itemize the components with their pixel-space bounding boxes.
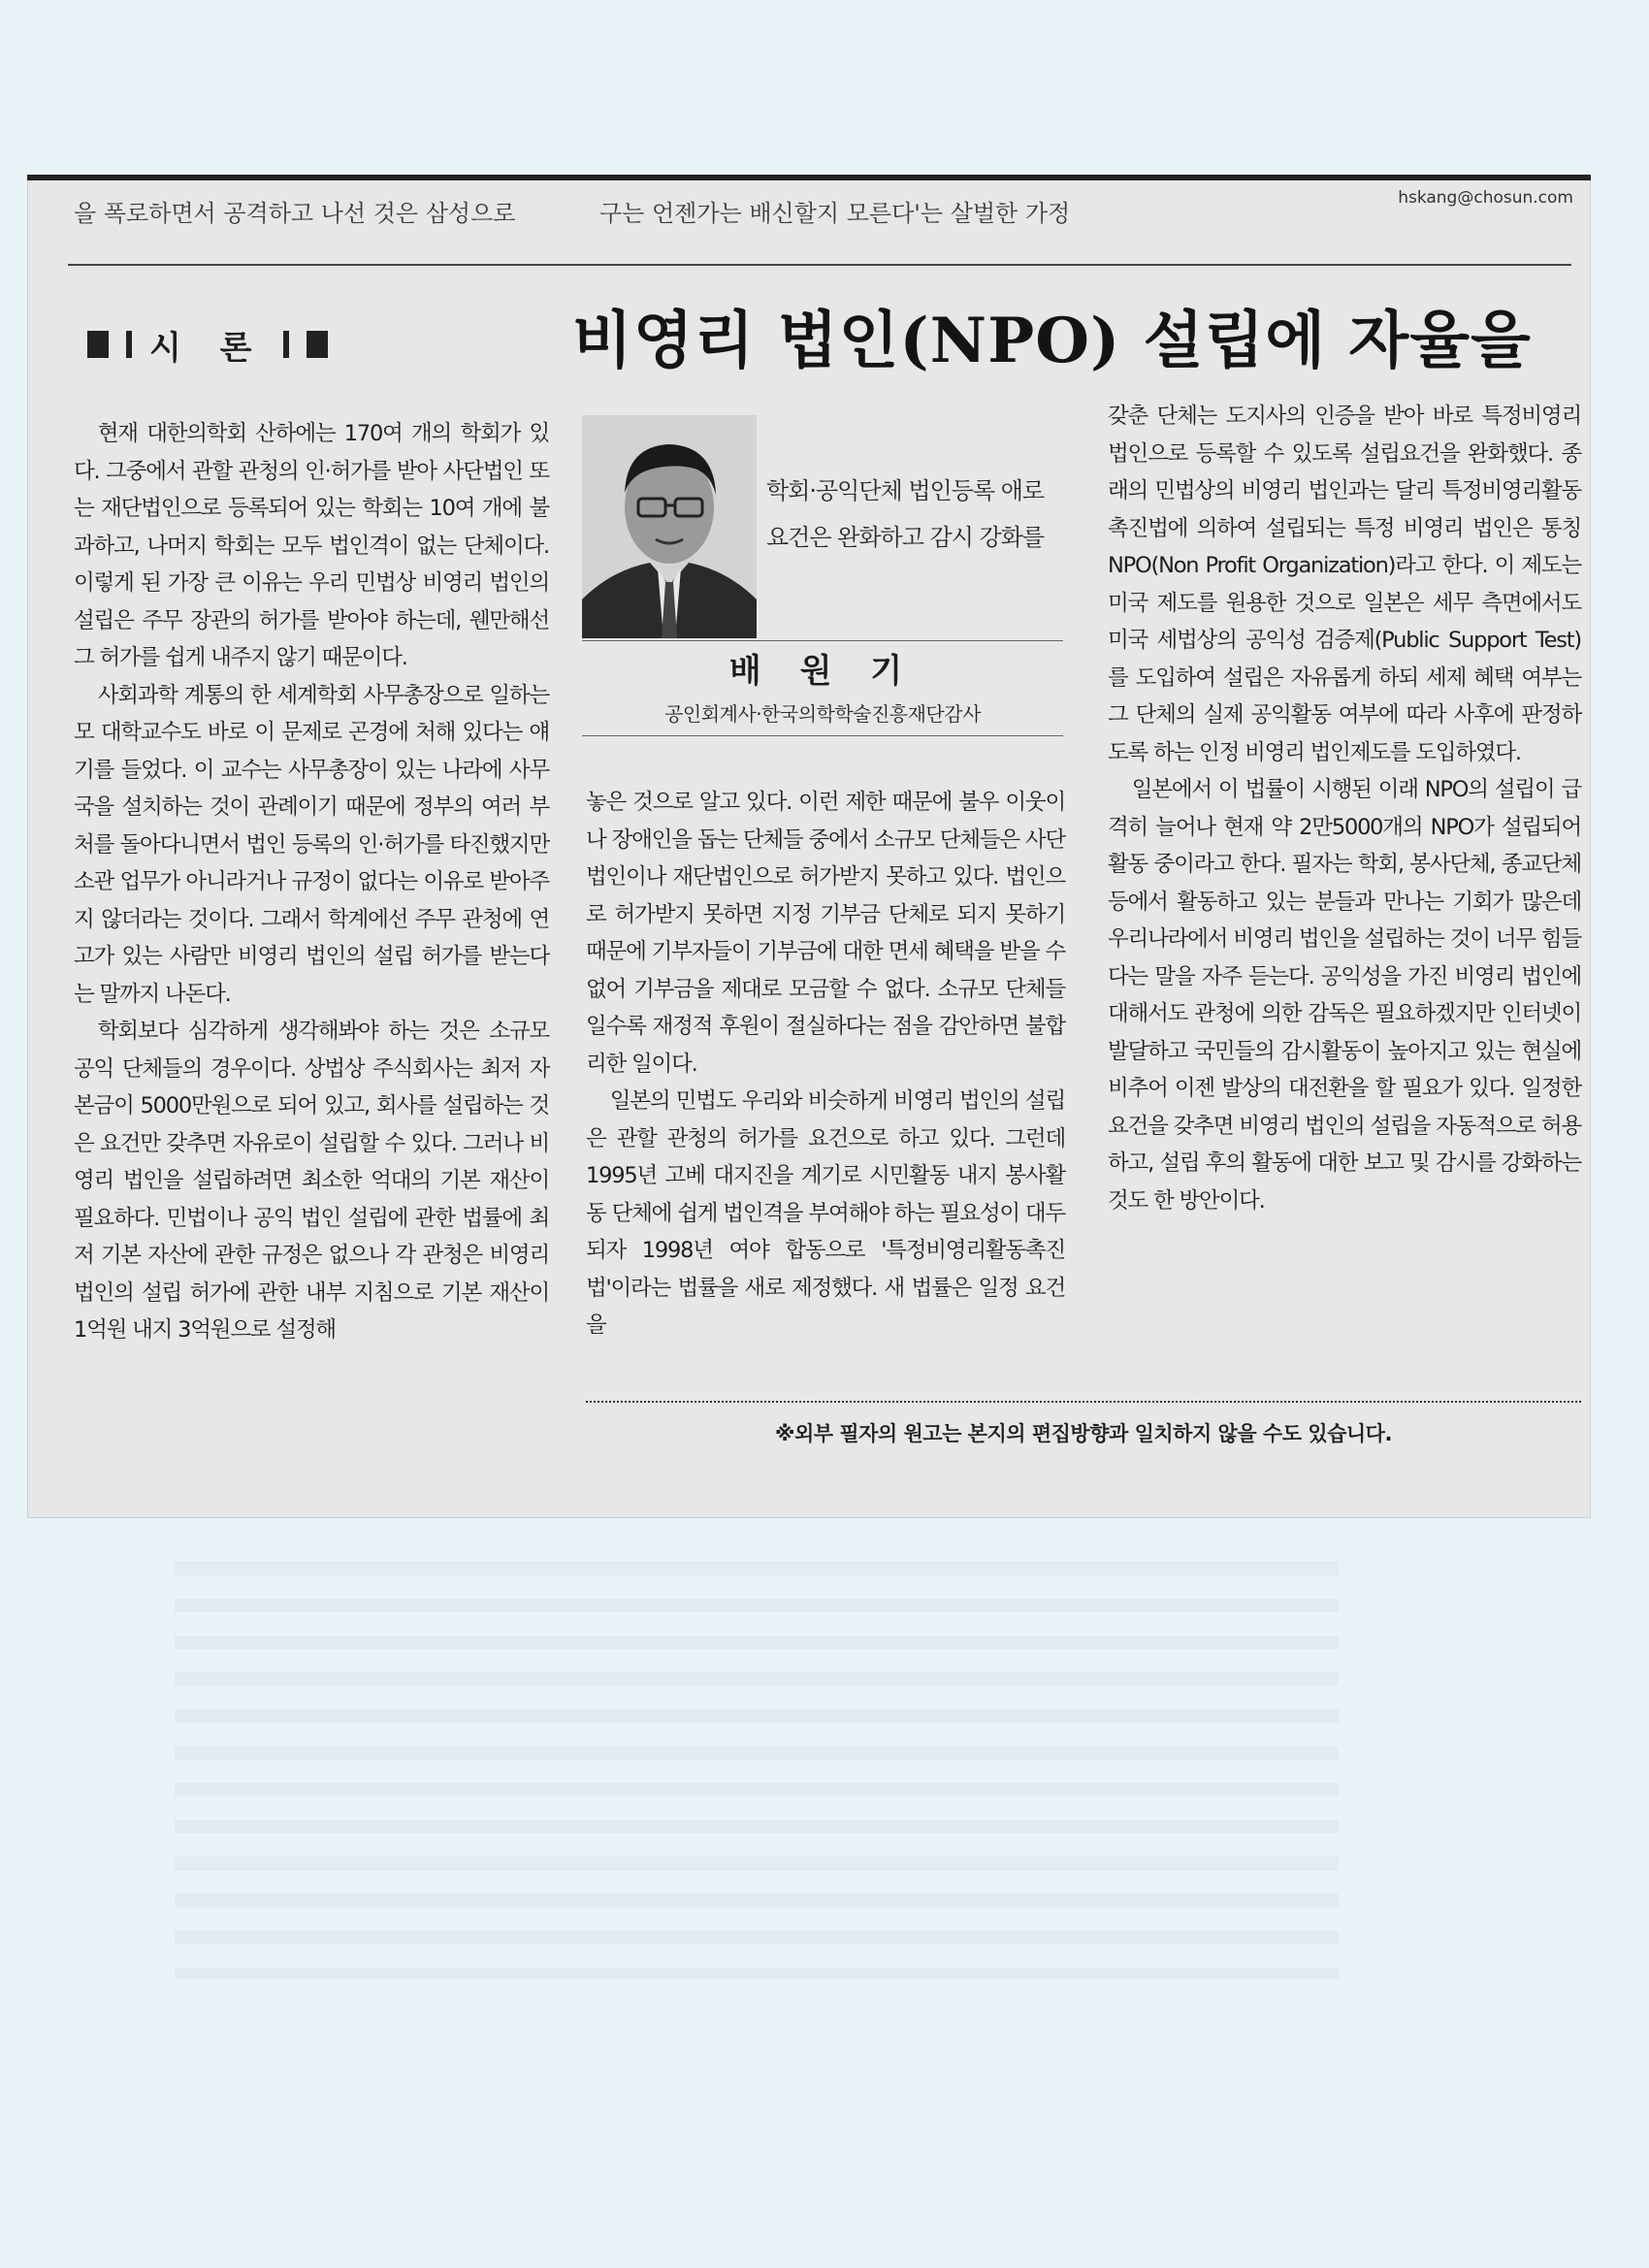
article-column-2 [586, 784, 1065, 1345]
paragraph: 일본에서 이 법률이 시행된 이래 NPO의 설립이 급격히 늘어나 현재 약 2만5000개의 NPO가 설립되어 활동 중이라고 한다. 필자는 학회, 봉사단체, 종교단체 등에서 활동하고 있는 분들과 만나는 기회가 많은데 우리나라에서 비영리 법인을 설립하는 것이 너무 힘들다는 말을 자주 듣는다. 공익성을 가진 비영리 법인에 대해서도 관청에 의한 감독은 필요하겠지만 인터넷이 발달하고 국민들의 감시활동이 높아지고 있는 현실에 비추어 이젠 발상의 대전환을 할 필요가 있다. 일정한 요건을 갖추면 비영리 법인의 설립을 자동적으로 허용하고, 설립 후의 활동에 대한 보고 및 감시를 강화하는 것도 한 방안이다. [1108, 777, 1581, 1214]
section-square-right-icon [307, 331, 328, 358]
author-name: 배 원 기 [728, 652, 917, 691]
disclaimer-divider [586, 1401, 1581, 1403]
headline: 비영리 법인(NPO) 설립에 자율을 [572, 305, 1532, 377]
paragraph: 일본의 민법도 우리와 비슷하게 비영리 법인의 설립은 관할 관청의 허가를 요건으로 하고 있다. 그런데 1995년 고베 대지진을 계기로 시민활동 내지 봉사활동 단체에 쉽게 법인격을 부여해야 하는 필요성이 대두되자 1998년 여야 합동으로 '특정비영리활동촉진법'이라는 법률을 새로 제정했다. 새 법률은 일정 요건을 [586, 1088, 1065, 1338]
subheadline-line-1: 학회·공익단체 법인등록 애로 [766, 477, 1045, 504]
author-affiliation: 공인회계사·한국의학학술진흥재단감사 [664, 702, 981, 726]
subheadline-line-2: 요건은 완화하고 감시 강화를 [766, 524, 1045, 551]
paragraph: 현재 대한의학회 산하에는 170여 개의 학회가 있다. 그중에서 관할 관청의 인·허가를 받아 사단법인 또는 재단법인으로 등록되어 있는 학회는 10여 개에 불과하고, 나머지 학회는 모두 법인격이 없는 단체이다. 이렇게 된 가장 큰 이유는 우리 민법상 비영리 법인의 설립은 주무 장관의 허가를 받아야 하는데, 웬만해선 그 허가를 쉽게 내주지 않기 때문이다. [74, 421, 549, 670]
previous-article-text-left: 을 폭로하면서 공격하고 나선 것은 삼성으로 [74, 200, 516, 227]
article-column-3 [1108, 398, 1581, 1219]
paragraph: 사회과학 계통의 한 세계학회 사무총장으로 일하는 모 대학교수도 바로 이 문제로 곤경에 처해 있다는 얘기를 들었다. 이 교수는 사무총장이 있는 나라에 사무국을 설치하는 것이 관례이기 때문에 정부의 여러 부처를 돌아다니면서 법인 등록의 인·허가를 타진했지만 소관 업무가 아니라거나 규정이 없다는 이유로 받아주지 않더라는 것이다. 그래서 학계에선 주무 관청에 연고가 있는 사람만 비영리 법인의 설립 허가를 받는다는 말까지 나돈다. [74, 682, 549, 1007]
section-bar-right-icon [283, 331, 289, 358]
section-bar-left-icon [126, 331, 132, 358]
previous-article-strip [27, 175, 1591, 235]
disclaimer-note: ※외부 필자의 원고는 본지의 편집방향과 일치하지 않을 수도 있습니다. [775, 1422, 1392, 1445]
section-label-text: 시 론 [149, 328, 266, 368]
top-divider [68, 264, 1571, 266]
section-square-left-icon [87, 331, 109, 358]
subheadline [766, 468, 1077, 561]
paragraph: 놓은 것으로 알고 있다. 이런 제한 때문에 불우 이웃이나 장애인을 돕는 단체들 중에서 소규모 단체들은 사단법인이나 재단법인으로 허가받지 못하고 있다. 법인으로 허가받지 못하면 지정 기부금 단체로 되지 못하기 때문에 기부자들이 기부금에 대한 면세 혜택을 받을 수 없어 기부금을 제대로 모금할 수 없다. 소규모 단체들일수록 재정적 후원이 절실하다는 점을 감안하면 불합리한 일이다. [586, 790, 1065, 1077]
byline-divider-top [582, 640, 1063, 641]
paragraph: 갖춘 단체는 도지사의 인증을 받아 바로 특정비영리 법인으로 등록할 수 있도록 설립요건을 완화했다. 종래의 민법상의 비영리 법인과는 달리 특정비영리활동촉진법에 의하여 설립되는 특정 비영리 법인은 통칭 NPO(Non Profit Organization)라고 한다. 이 제도는 미국 제도를 원용한 것으로 일본은 세무 측면에서도 미국 세법상의 공익성 검증제(Public Support Test)를 도입하여 설립은 자유롭게 하되 세제 혜택 여부는 그 단체의 실제 공익활동 여부에 따라 사후에 판정하도록 하는 인정 비영리 법인제도를 도입하였다. [1108, 404, 1581, 765]
author-photo [582, 415, 757, 638]
byline-divider-bottom [582, 735, 1063, 736]
paragraph: 학회보다 심각하게 생각해봐야 하는 것은 소규모 공익 단체들의 경우이다. 상법상 주식회사는 최저 자본금이 5000만원으로 되어 있고, 회사를 설립하는 것은 요건만 갖추면 자유로이 설립할 수 있다. 그러나 비영리 법인을 설립하려면 최소한 억대의 기본 재산이 필요하다. 민법이나 공익 법인 설립에 관한 법률에 최저 기본 자산에 관한 규정은 없으나 각 관청은 비영리 법인의 설립 허가에 관한 내부 지침으로 기본 재산이 1억원 내지 3억원으로 설정해 [74, 1019, 549, 1343]
previous-article-text-right: 구는 언젠가는 배신할지 모른다'는 살벌한 가정 [599, 200, 1071, 227]
reporter-email: hskang@chosun.com [1398, 188, 1573, 208]
section-label [87, 320, 328, 369]
article-column-1 [74, 415, 549, 1349]
bleed-through-text [175, 1562, 1339, 1979]
